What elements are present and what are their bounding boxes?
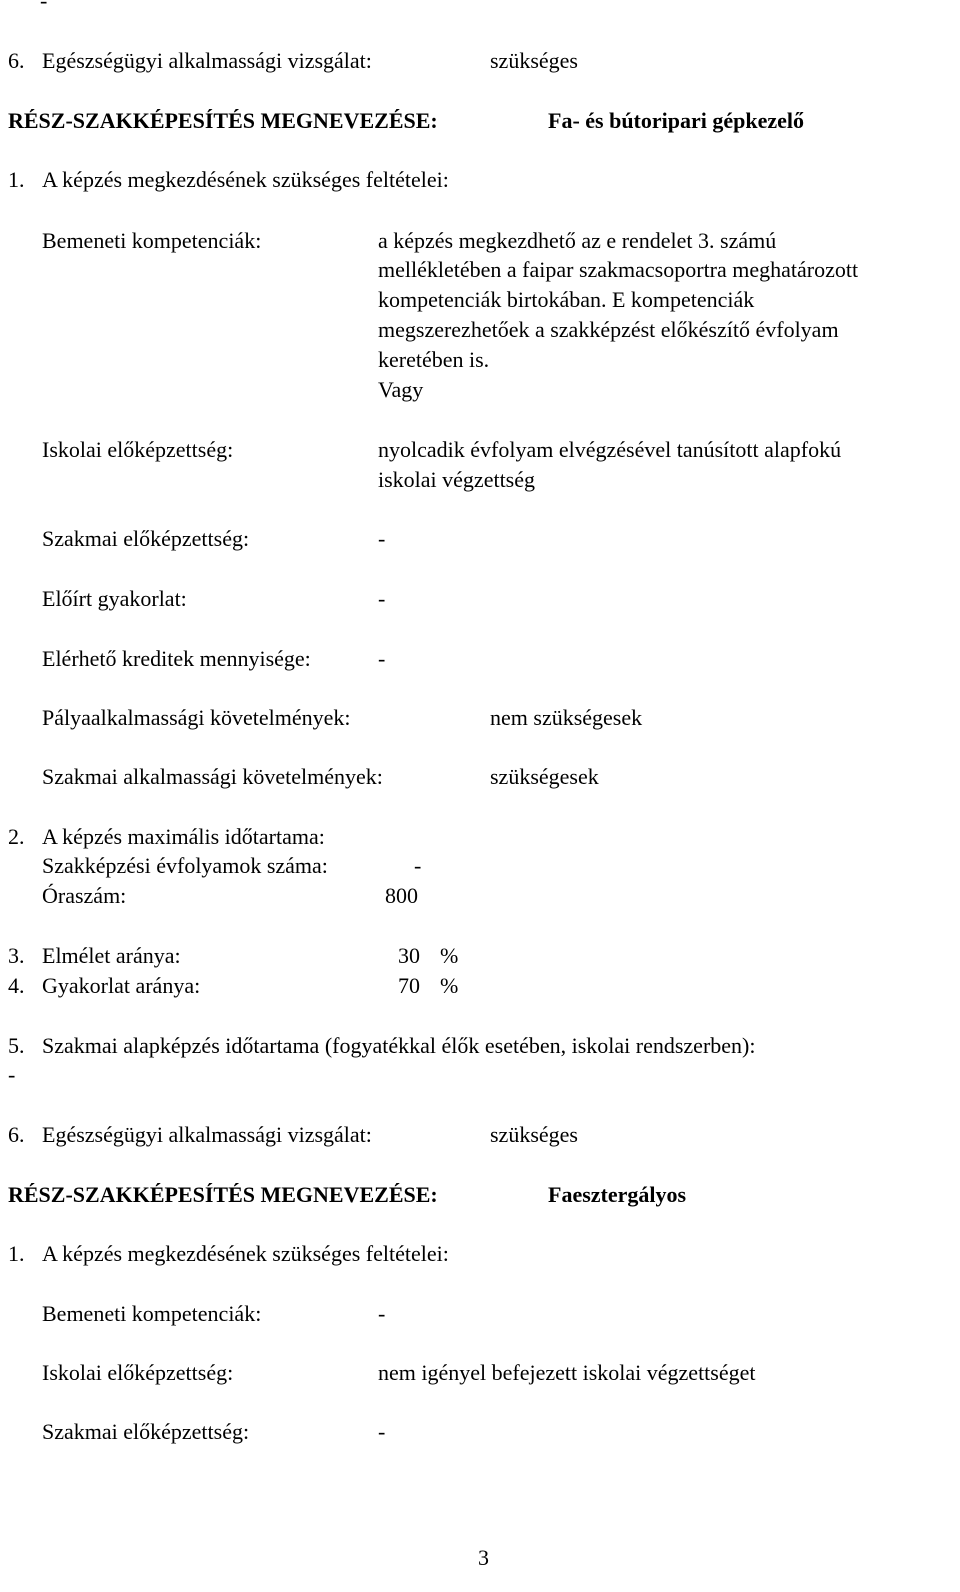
iskolai-label-2: Iskolai előképzettség: [42,1360,234,1385]
item2-label: A képzés maximális időtartama: [42,824,325,849]
qualification-heading-value-2: Faesztergályos [548,1182,687,1207]
bemeneti-line: megszerezhetőek a szakképzést előkészítő évfolyam [378,317,839,342]
qualification-heading-value: Fa- és bútoripari gépkezelő [548,108,805,133]
iskolai-value-2: nem igényel befejezett iskolai végzettséget [378,1360,756,1385]
szakmai-elokepzettseg-value: - [378,526,386,551]
palyaalkalmassagi-value: nem szükségesek [490,705,643,730]
iskolai-line: nyolcadik évfolyam elvégzésével tanúsított alapfokú [378,437,842,462]
kredit-label: Elérhető kreditek mennyisége: [42,646,311,671]
szakmai-elokepzettseg-label-2: Szakmai előképzettség: [42,1419,250,1444]
evfolyam-value: - [414,853,422,878]
health-item-number: 6. [8,48,25,73]
elmelet-label: Elmélet aránya: [42,943,181,968]
item5-number: 5. [8,1033,25,1058]
top-dash: - [40,0,48,13]
bemeneti-line: keretében is. [378,347,490,372]
item1-number: 1. [8,167,25,192]
item5-value: - [8,1062,16,1087]
qualification-heading-label: RÉSZ-SZAKKÉPESÍTÉS MEGNEVEZÉSE: [8,108,438,133]
gyakorlat-label: Gyakorlat aránya: [42,973,201,998]
szakmai-elokepzettseg-label: Szakmai előképzettség: [42,526,250,551]
item1-number-2: 1. [8,1241,25,1266]
item1-label: A képzés megkezdésének szükséges feltételei: [42,167,449,192]
health-item-label: Egészségügyi alkalmassági vizsgálat: [42,48,372,73]
item2-number: 2. [8,824,25,849]
oraszam-label: Óraszám: [42,883,127,908]
bemeneti-line: mellékletében a faipar szakmacsoportra meghatározott [378,257,859,282]
szakmai-alkalmassagi-value: szükségesek [490,764,599,789]
kredit-value: - [378,646,386,671]
oraszam-value: 800 [385,883,418,908]
gyakorlat-unit: % [440,973,459,998]
bemeneti-value-2: - [378,1301,386,1326]
iskolai-line: iskolai végzettség [378,467,536,492]
evfolyam-label: Szakképzési évfolyamok száma: [42,853,328,878]
item4-number: 4. [8,973,25,998]
page-number: 3 [478,1545,489,1570]
szakmai-elokepzettseg-value-2: - [378,1419,386,1444]
palyaalkalmassagi-label: Pályaalkalmassági követelmények: [42,705,351,730]
item6-label: Egészségügyi alkalmassági vizsgálat: [42,1122,372,1147]
bemeneti-label: Bemeneti kompetenciák: [42,228,262,253]
item6-number: 6. [8,1122,25,1147]
qualification-heading-label-2: RÉSZ-SZAKKÉPESÍTÉS MEGNEVEZÉSE: [8,1182,438,1207]
iskolai-label: Iskolai előképzettség: [42,437,234,462]
item6-value: szükséges [490,1122,578,1147]
bemeneti-line: kompetenciák birtokában. E kompetenciák [378,287,755,312]
health-item-value: szükséges [490,48,578,73]
bemeneti-or: Vagy [378,377,424,402]
bemeneti-label-2: Bemeneti kompetenciák: [42,1301,262,1326]
gyakorlat-value: 70 [398,973,420,998]
item1-label-2: A képzés megkezdésének szükséges feltételei: [42,1241,449,1266]
item3-number: 3. [8,943,25,968]
eloirt-gyakorlat-label: Előírt gyakorlat: [42,586,187,611]
eloirt-gyakorlat-value: - [378,586,386,611]
elmelet-unit: % [440,943,459,968]
bemeneti-line: a képzés megkezdhető az e rendelet 3. számú [378,228,777,253]
szakmai-alkalmassagi-label: Szakmai alkalmassági követelmények: [42,764,383,789]
item5-label: Szakmai alapképzés időtartama (fogyatékkal élők esetében, iskolai rendszerben): [42,1033,756,1058]
elmelet-value: 30 [398,943,420,968]
